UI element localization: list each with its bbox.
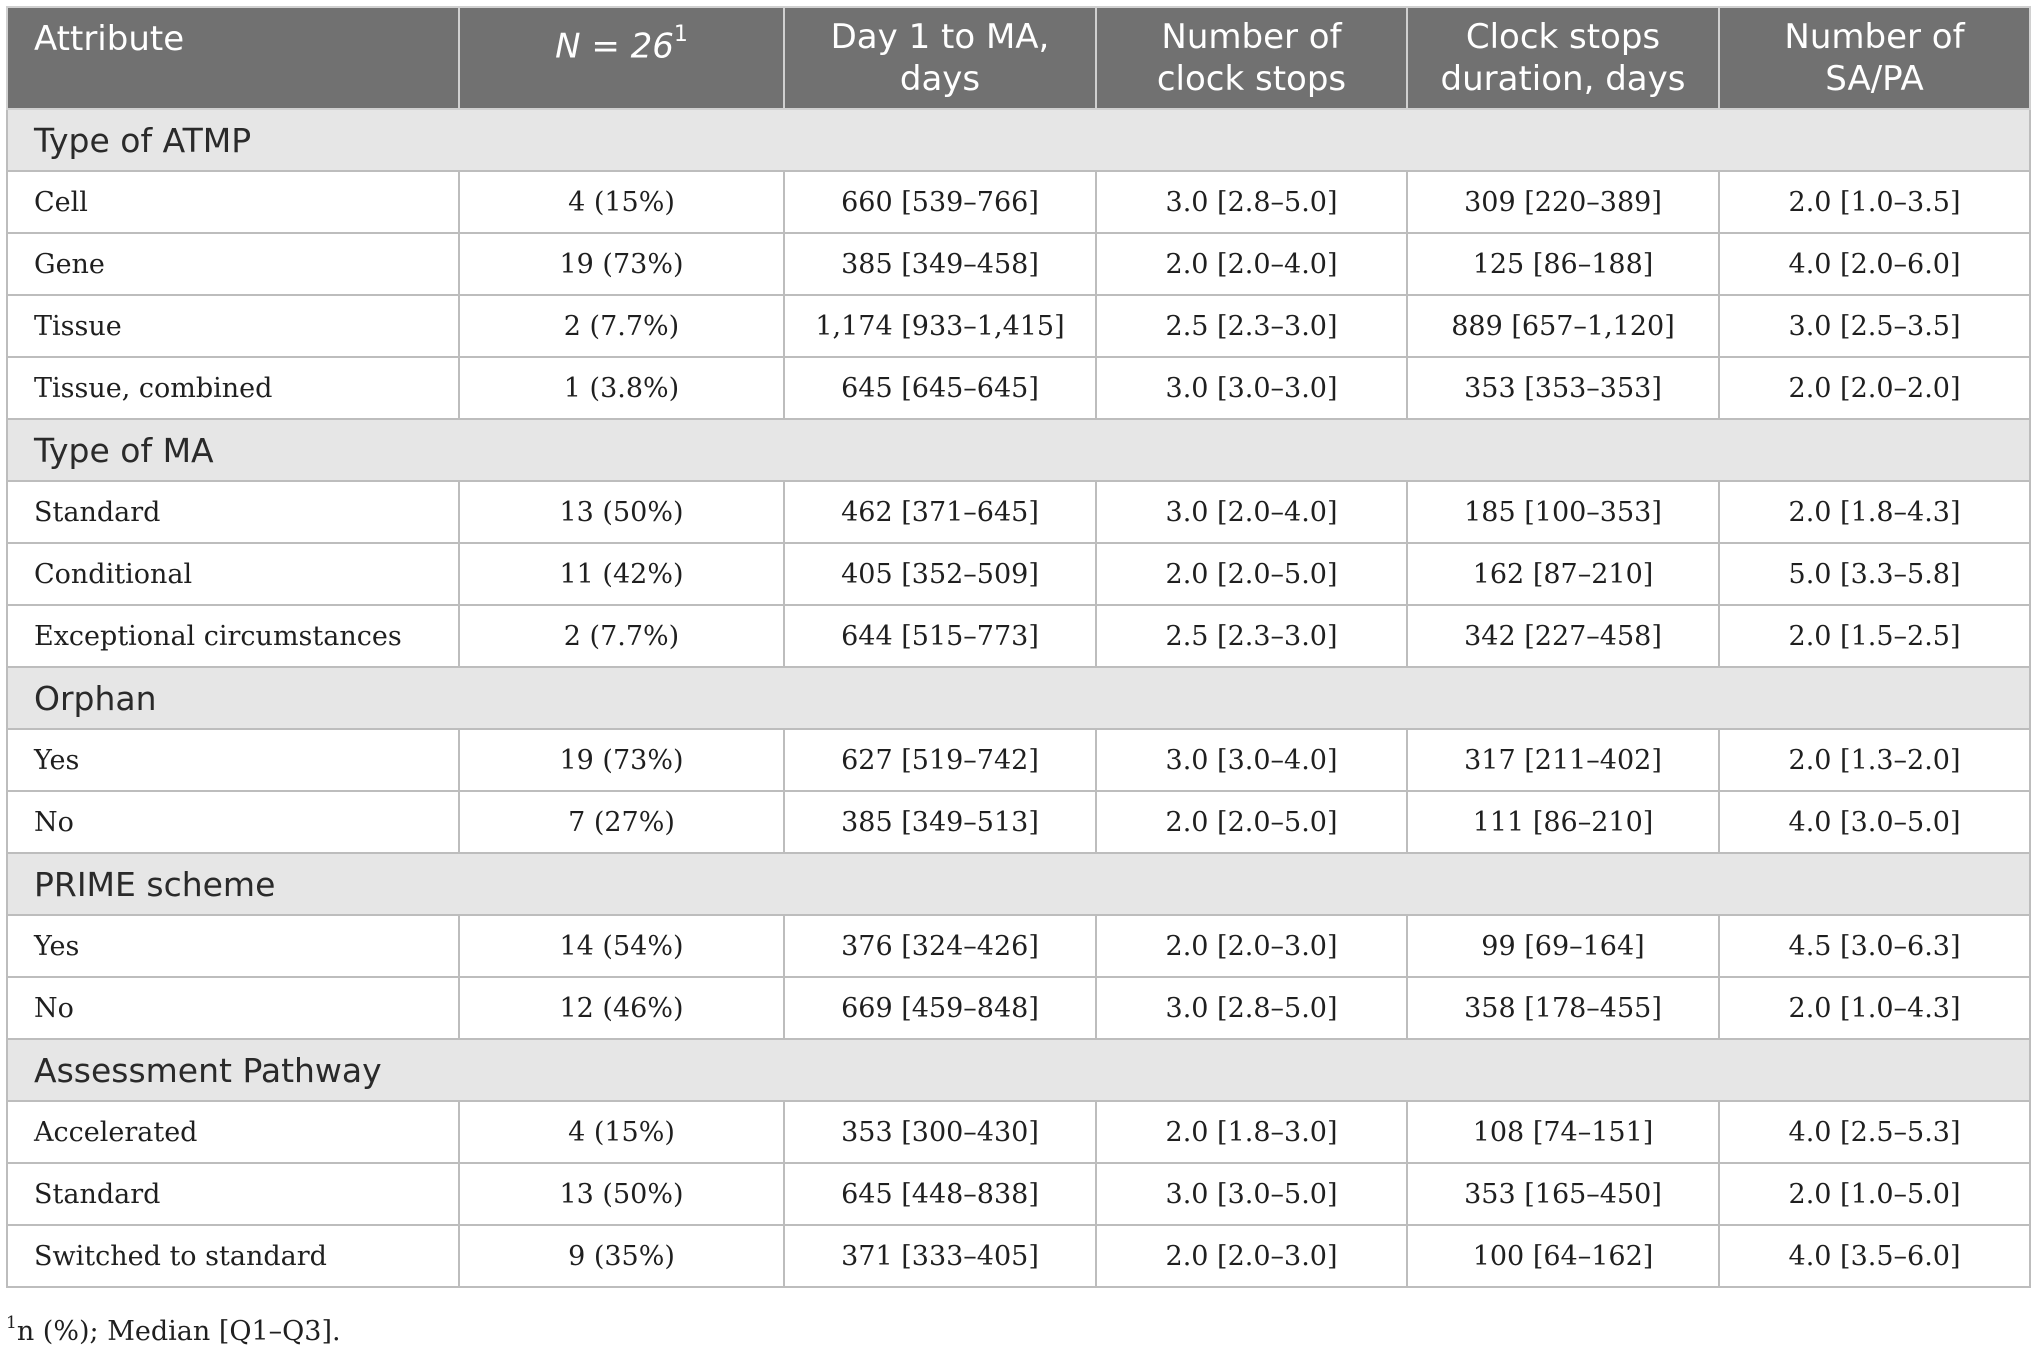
cell-day1-to-ma: 669 [459–848] — [784, 977, 1096, 1039]
cell-sa-pa: 2.0 [1.0–4.3] — [1719, 977, 2030, 1039]
table-row — [7, 1225, 2030, 1287]
footnote-text: n (%); Median [Q1–Q3]. — [16, 1316, 341, 1347]
table-row — [7, 543, 2030, 605]
header-clock-stops-duration — [1407, 7, 1719, 109]
cell-clock-stops: 3.0 [2.0–4.0] — [1096, 481, 1407, 543]
cell-clock-stops-duration: 353 [165–450] — [1407, 1163, 1719, 1225]
cell-attribute: No — [7, 977, 459, 1039]
cell-attribute: Yes — [7, 729, 459, 791]
cell-attribute: Standard — [7, 1163, 459, 1225]
cell-clock-stops-duration: 108 [74–151] — [1407, 1101, 1719, 1163]
table-row — [7, 233, 2030, 295]
cell-clock-stops: 3.0 [3.0–4.0] — [1096, 729, 1407, 791]
cell-n: 2 (7.7%) — [459, 295, 784, 357]
header-row — [7, 7, 2030, 109]
cell-attribute: Yes — [7, 915, 459, 977]
group-title: Orphan — [7, 667, 2030, 729]
cell-n: 7 (27%) — [459, 791, 784, 853]
table-container — [6, 6, 2029, 1288]
cell-n: 11 (42%) — [459, 543, 784, 605]
cell-attribute: Standard — [7, 481, 459, 543]
header-duration-line2: duration, days — [1440, 59, 1686, 99]
cell-day1-to-ma: 385 [349–458] — [784, 233, 1096, 295]
cell-clock-stops: 3.0 [2.8–5.0] — [1096, 171, 1407, 233]
cell-clock-stops-duration: 353 [353–353] — [1407, 357, 1719, 419]
cell-clock-stops: 2.0 [2.0–5.0] — [1096, 543, 1407, 605]
cell-day1-to-ma: 462 [371–645] — [784, 481, 1096, 543]
cell-attribute: Accelerated — [7, 1101, 459, 1163]
cell-n: 2 (7.7%) — [459, 605, 784, 667]
group-row — [7, 853, 2030, 915]
cell-n: 19 (73%) — [459, 233, 784, 295]
cell-sa-pa: 2.0 [1.8–4.3] — [1719, 481, 2030, 543]
cell-sa-pa: 3.0 [2.5–3.5] — [1719, 295, 2030, 357]
cell-n: 4 (15%) — [459, 1101, 784, 1163]
header-sapa-line2: SA/PA — [1825, 59, 1924, 99]
cell-sa-pa: 2.0 [1.0–3.5] — [1719, 171, 2030, 233]
table-row — [7, 1163, 2030, 1225]
cell-day1-to-ma: 645 [645–645] — [784, 357, 1096, 419]
cell-attribute: Conditional — [7, 543, 459, 605]
table-row — [7, 357, 2030, 419]
cell-clock-stops-duration: 889 [657–1,120] — [1407, 295, 1719, 357]
header-clock-stops-line1: Number of — [1161, 17, 1342, 57]
cell-n: 13 (50%) — [459, 1163, 784, 1225]
cell-day1-to-ma: 353 [300–430] — [784, 1101, 1096, 1163]
cell-attribute: Gene — [7, 233, 459, 295]
cell-day1-to-ma: 376 [324–426] — [784, 915, 1096, 977]
cell-sa-pa: 2.0 [1.5–2.5] — [1719, 605, 2030, 667]
header-n-footnote-mark: 1 — [673, 22, 688, 47]
cell-day1-to-ma: 627 [519–742] — [784, 729, 1096, 791]
cell-clock-stops-duration: 125 [86–188] — [1407, 233, 1719, 295]
group-row — [7, 109, 2030, 171]
cell-sa-pa: 2.0 [2.0–2.0] — [1719, 357, 2030, 419]
cell-sa-pa: 4.5 [3.0–6.3] — [1719, 915, 2030, 977]
table-row — [7, 729, 2030, 791]
cell-clock-stops-duration: 317 [211–402] — [1407, 729, 1719, 791]
cell-clock-stops: 2.0 [2.0–3.0] — [1096, 1225, 1407, 1287]
cell-attribute: Exceptional circumstances — [7, 605, 459, 667]
header-duration-line1: Clock stops — [1465, 17, 1661, 57]
cell-clock-stops: 2.5 [2.3–3.0] — [1096, 605, 1407, 667]
cell-clock-stops: 2.0 [1.8–3.0] — [1096, 1101, 1407, 1163]
group-row — [7, 1039, 2030, 1101]
group-title: PRIME scheme — [7, 853, 2030, 915]
cell-sa-pa: 4.0 [2.5–5.3] — [1719, 1101, 2030, 1163]
cell-clock-stops-duration: 185 [100–353] — [1407, 481, 1719, 543]
group-title: Assessment Pathway — [7, 1039, 2030, 1101]
cell-day1-to-ma: 660 [539–766] — [784, 171, 1096, 233]
cell-n: 4 (15%) — [459, 171, 784, 233]
cell-sa-pa: 2.0 [1.0–5.0] — [1719, 1163, 2030, 1225]
cell-clock-stops-duration: 111 [86–210] — [1407, 791, 1719, 853]
cell-day1-to-ma: 644 [515–773] — [784, 605, 1096, 667]
header-n-label: N = 26 — [555, 26, 674, 67]
cell-clock-stops: 2.0 [2.0–5.0] — [1096, 791, 1407, 853]
header-clock-stops — [1096, 7, 1407, 109]
cell-clock-stops: 3.0 [3.0–5.0] — [1096, 1163, 1407, 1225]
cell-sa-pa: 4.0 [3.0–5.0] — [1719, 791, 2030, 853]
cell-attribute: Tissue, combined — [7, 357, 459, 419]
table-row — [7, 915, 2030, 977]
header-clock-stops-line2: clock stops — [1156, 59, 1347, 99]
cell-n: 12 (46%) — [459, 977, 784, 1039]
group-title: Type of MA — [7, 419, 2030, 481]
cell-sa-pa: 2.0 [1.3–2.0] — [1719, 729, 2030, 791]
cell-clock-stops: 2.0 [2.0–3.0] — [1096, 915, 1407, 977]
cell-clock-stops-duration: 99 [69–164] — [1407, 915, 1719, 977]
cell-clock-stops: 2.0 [2.0–4.0] — [1096, 233, 1407, 295]
group-title: Type of ATMP — [7, 109, 2030, 171]
cell-sa-pa: 4.0 [2.0–6.0] — [1719, 233, 2030, 295]
group-row — [7, 419, 2030, 481]
cell-clock-stops-duration: 358 [178–455] — [1407, 977, 1719, 1039]
footnote-mark: 1 — [6, 1313, 17, 1333]
cell-n: 14 (54%) — [459, 915, 784, 977]
cell-clock-stops: 3.0 [2.8–5.0] — [1096, 977, 1407, 1039]
cell-n: 19 (73%) — [459, 729, 784, 791]
cell-sa-pa: 4.0 [3.5–6.0] — [1719, 1225, 2030, 1287]
table-row — [7, 605, 2030, 667]
cell-clock-stops-duration: 342 [227–458] — [1407, 605, 1719, 667]
cell-n: 13 (50%) — [459, 481, 784, 543]
table-row — [7, 977, 2030, 1039]
cell-day1-to-ma: 645 [448–838] — [784, 1163, 1096, 1225]
table-row — [7, 1101, 2030, 1163]
cell-day1-to-ma: 385 [349–513] — [784, 791, 1096, 853]
cell-n: 1 (3.8%) — [459, 357, 784, 419]
header-sa-pa — [1719, 7, 2030, 109]
cell-attribute: Switched to standard — [7, 1225, 459, 1287]
table-footnote — [6, 1315, 341, 1347]
header-day1-line2: days — [899, 59, 981, 99]
header-attribute: Attribute — [7, 7, 459, 109]
cell-clock-stops-duration: 162 [87–210] — [1407, 543, 1719, 605]
group-row — [7, 667, 2030, 729]
header-day1-to-ma — [784, 7, 1096, 109]
cell-clock-stops-duration: 309 [220–389] — [1407, 171, 1719, 233]
attributes-table — [6, 6, 2031, 1288]
cell-sa-pa: 5.0 [3.3–5.8] — [1719, 543, 2030, 605]
table-body — [7, 109, 2030, 1287]
header-n — [459, 7, 784, 109]
header-day1-line1: Day 1 to MA, — [830, 17, 1050, 57]
table-row — [7, 481, 2030, 543]
table-row — [7, 295, 2030, 357]
cell-clock-stops: 2.5 [2.3–3.0] — [1096, 295, 1407, 357]
header-sapa-line1: Number of — [1784, 17, 1965, 57]
cell-day1-to-ma: 1,174 [933–1,415] — [784, 295, 1096, 357]
cell-day1-to-ma: 405 [352–509] — [784, 543, 1096, 605]
cell-attribute: Cell — [7, 171, 459, 233]
table-row — [7, 171, 2030, 233]
cell-clock-stops-duration: 100 [64–162] — [1407, 1225, 1719, 1287]
cell-attribute: No — [7, 791, 459, 853]
cell-attribute: Tissue — [7, 295, 459, 357]
cell-day1-to-ma: 371 [333–405] — [784, 1225, 1096, 1287]
cell-clock-stops: 3.0 [3.0–3.0] — [1096, 357, 1407, 419]
table-row — [7, 791, 2030, 853]
cell-n: 9 (35%) — [459, 1225, 784, 1287]
